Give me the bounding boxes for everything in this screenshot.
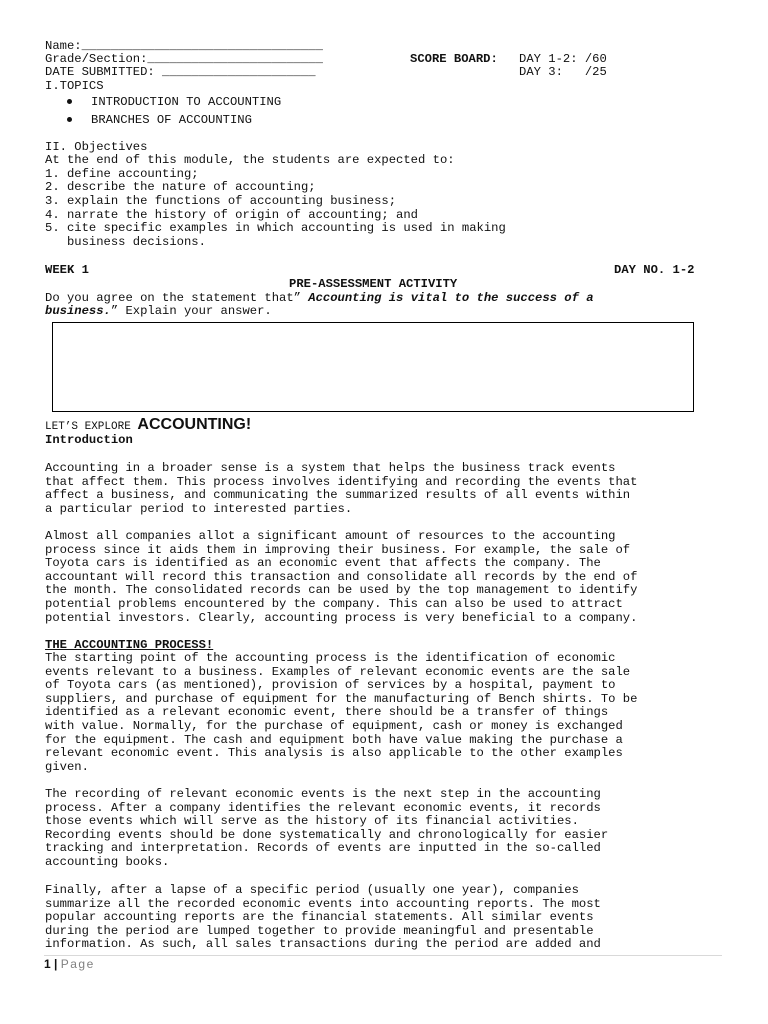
- text-line: identified as a relevant economic event, there should be a transfer of things: [45, 705, 609, 720]
- question-emphasis: business.: [45, 304, 111, 318]
- text-line: during the period are lumped together to provide meaningful and presentable: [45, 923, 594, 938]
- page-number: 1: [44, 957, 51, 971]
- text-line: The starting point of the accounting process is the identification of economic: [45, 651, 616, 665]
- page-separator: |: [54, 957, 58, 971]
- paragraph-1: [45, 462, 725, 516]
- question-prefix: Do you agree on the statement that”: [45, 291, 309, 305]
- objective-item: business decisions.: [45, 235, 206, 249]
- text-line: the month. The consolidated records can be used by the top management to identify: [45, 583, 638, 598]
- explore-title: ACCOUNTING!: [137, 416, 252, 433]
- text-line: Finally, after a lapse of a specific period (usually one year), companies: [45, 883, 579, 897]
- text-line: events relevant to a business. Examples of relevant economic events are the sale: [45, 664, 631, 679]
- name-field-label: Name:_________________________________: [45, 39, 323, 53]
- text-line: that affect them. This process involves identifying and recording the events that: [45, 474, 638, 489]
- text-line: given.: [45, 759, 89, 774]
- text-line: those events which will serve as the history of its financial activities.: [45, 814, 579, 829]
- date-submitted-field-label: DATE SUBMITTED: _____________________: [45, 65, 316, 79]
- page-footer: [44, 957, 95, 971]
- question-emphasis: Accounting is vital to the success of a: [308, 291, 594, 305]
- objective-item: 2. describe the nature of accounting;: [45, 180, 316, 194]
- objectives-intro: At the end of this module, the students are expected to:: [45, 153, 455, 167]
- text-line: for the equipment. The cash and equipment both have value making the purchase a: [45, 732, 623, 747]
- score-day12: DAY 1-2: /60: [519, 52, 607, 66]
- text-line: Almost all companies allot a significant amount of resources to the accounting: [45, 529, 616, 543]
- text-line: summarize all the recorded economic events into accounting reports. The most: [45, 896, 601, 911]
- page-word: Page: [60, 957, 95, 971]
- text-line: a particular period to interested parties.: [45, 501, 353, 516]
- objectives-heading: II. Objectives: [45, 140, 148, 154]
- objective-item: 5. cite specific examples in which accounting is used in making: [45, 221, 506, 235]
- paragraph-2: [45, 530, 725, 625]
- text-line: Accounting in a broader sense is a system that helps the business track events: [45, 461, 616, 475]
- text-line: potential investors. Clearly, accounting process is very beneficial to a company.: [45, 610, 638, 625]
- text-line: accountant will record this transaction and consolidate all records by the end of: [45, 569, 638, 584]
- score-day3: DAY 3: /25: [519, 65, 607, 79]
- text-line: suppliers, and purchase of equipment for the manufacturing of Bench shirts. To be: [45, 691, 638, 706]
- topic-item: INTRODUCTION TO ACCOUNTING: [91, 95, 282, 109]
- paragraph-5: [45, 884, 725, 952]
- introduction-heading: Introduction: [45, 433, 133, 447]
- objective-item: 3. explain the functions of accounting business;: [45, 194, 397, 208]
- text-line: relevant economic event. This analysis is also applicable to the other examples: [45, 746, 623, 761]
- objective-item: 4. narrate the history of origin of accounting; and: [45, 208, 418, 222]
- footer-divider: [44, 955, 722, 956]
- accounting-process-heading: THE ACCOUNTING PROCESS!: [45, 638, 214, 652]
- question-suffix: ” Explain your answer.: [110, 304, 272, 318]
- text-line: tracking and interpretation. Records of events are inputted in the so-called: [45, 841, 601, 856]
- text-line: process. After a company identifies the relevant economic events, it records: [45, 800, 601, 815]
- text-line: potential problems encountered by the company. This can also be used to attract: [45, 596, 623, 611]
- activity-title: PRE-ASSESSMENT ACTIVITY: [289, 277, 458, 291]
- text-line: information. As such, all sales transactions during the period are added and: [45, 937, 601, 952]
- text-line: accounting books.: [45, 854, 170, 869]
- activity-question-line2: [45, 305, 272, 319]
- week-label: WEEK 1: [45, 263, 89, 277]
- topics-heading: I.TOPICS: [45, 79, 104, 93]
- bullet-icon: [67, 99, 72, 104]
- text-line: with value. Normally, for the purchase of equipment, cash or money is exchanged: [45, 718, 623, 733]
- text-line: The recording of relevant economic events is the next step in the accounting: [45, 787, 601, 801]
- grade-section-field-label: Grade/Section:________________________: [45, 52, 323, 66]
- paragraph-3: [45, 652, 725, 774]
- objective-item: 1. define accounting;: [45, 167, 199, 181]
- text-line: process since it aids them in improving their business. For example, the sale of: [45, 542, 631, 557]
- bullet-icon: [67, 117, 72, 122]
- topic-item: BRANCHES OF ACCOUNTING: [91, 113, 252, 127]
- text-line: Recording events should be done systematically and chronologically for easier: [45, 827, 609, 842]
- paragraph-4: [45, 788, 725, 870]
- day-number-label: DAY NO. 1-2: [614, 263, 695, 277]
- text-line: Toyota cars is identified as an economic event that affects the company. The: [45, 556, 601, 571]
- answer-box[interactable]: [52, 322, 694, 412]
- text-line: of Toyota cars (as mentioned), provision of services by a hospital, payment to: [45, 678, 616, 693]
- scoreboard-label: SCORE BOARD:: [410, 52, 498, 66]
- text-line: affect a business, and communicating the summarized results of all events within: [45, 488, 631, 503]
- text-line: popular accounting reports are the financial statements. All similar events: [45, 910, 594, 925]
- explore-prefix: LET’S EXPLORE: [45, 421, 138, 433]
